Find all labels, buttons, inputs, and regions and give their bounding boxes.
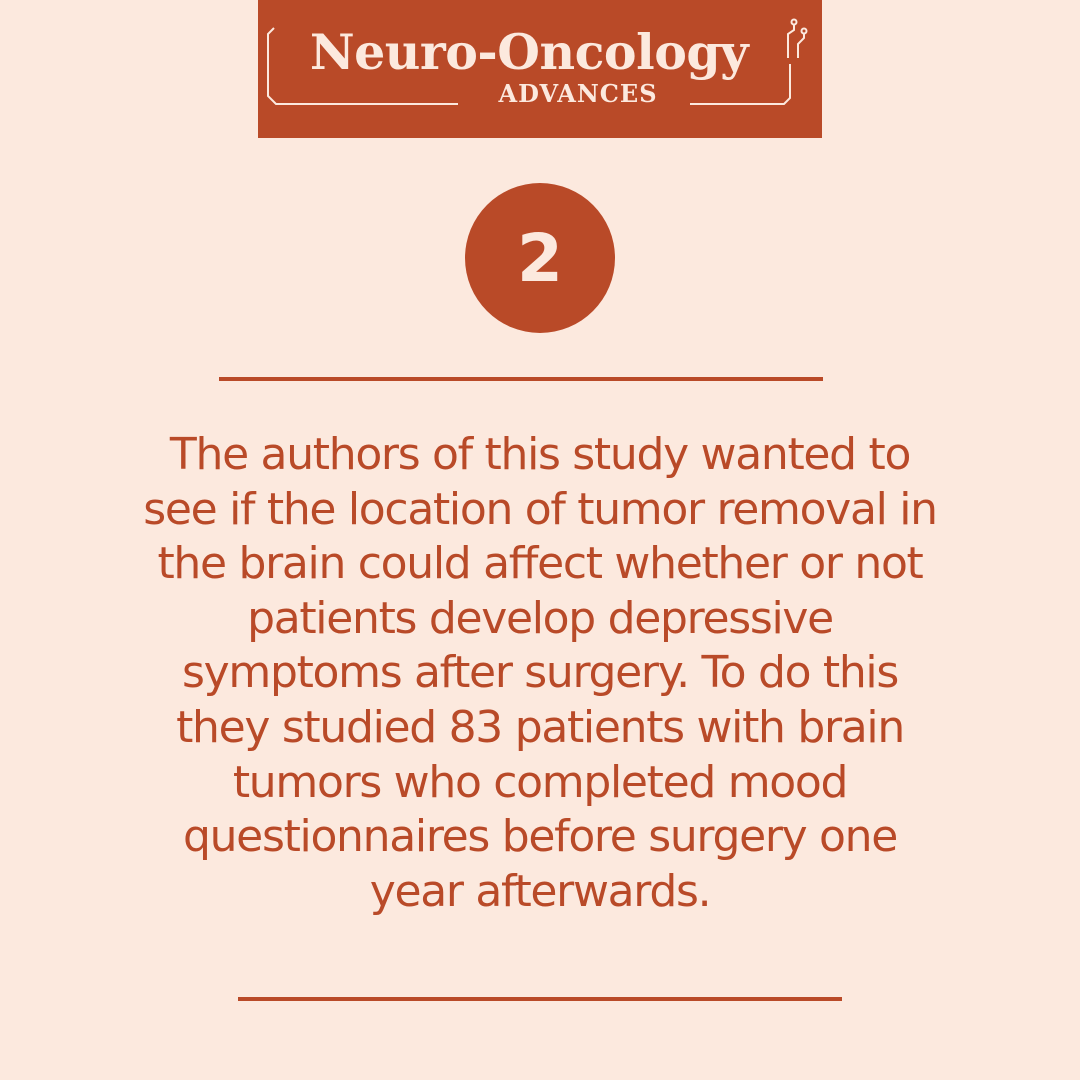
summary-line: the brain could affect whether or not bbox=[157, 538, 923, 590]
summary-line: questionnaires before surgery one bbox=[182, 811, 898, 863]
bottom-divider bbox=[238, 997, 842, 1001]
summary-line: they studied 83 patients with brain bbox=[176, 701, 904, 753]
top-divider bbox=[219, 377, 823, 381]
summary-text bbox=[40, 428, 1040, 919]
summary-line: see if the location of tumor removal in bbox=[143, 483, 937, 535]
step-number-badge: 2 bbox=[465, 183, 615, 333]
summary-line: The authors of this study wanted to bbox=[169, 429, 911, 480]
journal-logo-banner bbox=[258, 0, 822, 138]
summary-line: tumors who completed mood bbox=[232, 756, 848, 808]
summary-line: symptoms after surgery. To do this bbox=[182, 647, 898, 699]
summary-line: year afterwards. bbox=[369, 865, 711, 917]
journal-logo-title: Neuro-Oncology bbox=[309, 23, 749, 81]
journal-logo-subtitle: ADVANCES bbox=[498, 79, 658, 108]
summary-line: patients develop depressive bbox=[247, 592, 833, 644]
